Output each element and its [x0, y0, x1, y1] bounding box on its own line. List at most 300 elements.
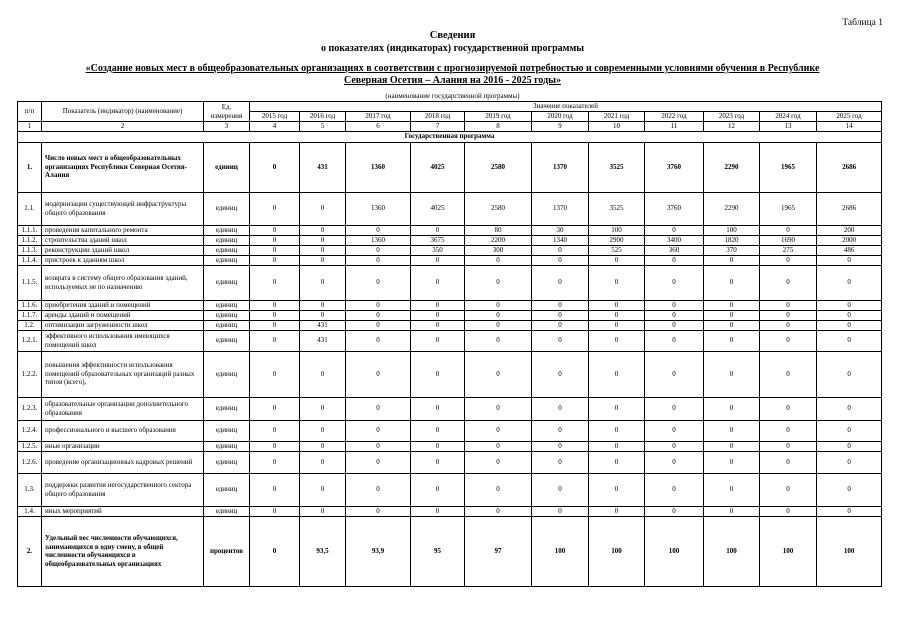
- value-cell: 0: [704, 441, 760, 451]
- value-cell: 0: [250, 225, 300, 235]
- value-cell: 0: [346, 320, 411, 330]
- value-cell: 1360: [346, 192, 411, 225]
- unit-cell: единиц: [204, 300, 250, 310]
- value-cell: 0: [346, 310, 411, 320]
- value-cell: 0: [346, 351, 411, 397]
- value-cell: 486: [817, 245, 882, 255]
- indicator-name: поддержки развития негосударственного сектора общего образования: [42, 473, 204, 506]
- indicator-name: приобретения зданий и помещений: [42, 300, 204, 310]
- value-cell: 0: [300, 245, 346, 255]
- row-number: 1.1.4.: [18, 255, 42, 265]
- value-cell: 0: [250, 420, 300, 441]
- value-cell: 2200: [465, 235, 532, 245]
- row-number: 1.3.: [18, 473, 42, 506]
- value-cell: 2686: [817, 192, 882, 225]
- value-cell: 0: [817, 420, 882, 441]
- unit-cell: единиц: [204, 320, 250, 330]
- indicators-table: [17, 101, 882, 587]
- indicator-name: модернизации существующей инфраструктуры общего образования: [42, 192, 204, 225]
- row-number: 1.2.3.: [18, 397, 42, 420]
- value-cell: 0: [346, 441, 411, 451]
- value-cell: 0: [250, 473, 300, 506]
- unit-cell: единиц: [204, 142, 250, 192]
- value-cell: 0: [411, 225, 465, 235]
- value-cell: 525: [589, 245, 645, 255]
- value-cell: 0: [532, 397, 589, 420]
- value-cell: 0: [300, 506, 346, 516]
- value-cell: 0: [760, 300, 817, 310]
- value-cell: 0: [704, 310, 760, 320]
- value-cell: 2290: [704, 142, 760, 192]
- value-cell: 0: [300, 441, 346, 451]
- value-cell: 0: [465, 351, 532, 397]
- value-cell: 0: [817, 451, 882, 473]
- value-cell: 0: [465, 420, 532, 441]
- value-cell: 0: [704, 473, 760, 506]
- value-cell: 0: [465, 441, 532, 451]
- indicator-name: иных мероприятий: [42, 506, 204, 516]
- row-number: 1.1.2.: [18, 235, 42, 245]
- value-cell: 0: [589, 310, 645, 320]
- value-cell: 0: [817, 310, 882, 320]
- value-cell: 0: [346, 265, 411, 300]
- value-cell: 1820: [704, 235, 760, 245]
- value-cell: 0: [532, 320, 589, 330]
- value-cell: 0: [645, 255, 704, 265]
- table-row: [18, 235, 882, 245]
- column-index: 6: [346, 122, 411, 132]
- value-cell: 0: [817, 320, 882, 330]
- unit-cell: единиц: [204, 265, 250, 300]
- unit-cell: единиц: [204, 397, 250, 420]
- column-index: 11: [645, 122, 704, 132]
- value-cell: 0: [645, 441, 704, 451]
- value-cell: 0: [817, 300, 882, 310]
- indicator-name: возврата в систему общего образования зданий, используемых не по назначению: [42, 265, 204, 300]
- value-cell: 0: [411, 351, 465, 397]
- table-row: [18, 397, 882, 420]
- value-cell: 0: [760, 397, 817, 420]
- column-index: 8: [465, 122, 532, 132]
- value-cell: 0: [346, 420, 411, 441]
- table-number-label: Таблица 1: [842, 18, 883, 28]
- column-index: 2: [42, 122, 204, 132]
- value-cell: 0: [817, 255, 882, 265]
- table-row: [18, 300, 882, 310]
- value-cell: 0: [300, 225, 346, 235]
- value-cell: 0: [346, 506, 411, 516]
- document-title: Сведения: [429, 30, 476, 41]
- value-cell: 0: [589, 300, 645, 310]
- value-cell: 0: [465, 265, 532, 300]
- value-cell: 93,9: [346, 516, 411, 586]
- unit-cell: единиц: [204, 420, 250, 441]
- value-cell: 0: [250, 245, 300, 255]
- value-cell: 431: [300, 320, 346, 330]
- value-cell: 0: [760, 420, 817, 441]
- value-cell: 0: [250, 320, 300, 330]
- column-index: 1: [18, 122, 42, 132]
- value-cell: 431: [300, 142, 346, 192]
- row-number: 1.2.4.: [18, 420, 42, 441]
- unit-cell: единиц: [204, 235, 250, 245]
- value-cell: 0: [300, 310, 346, 320]
- program-name: [20, 63, 885, 87]
- value-cell: 0: [645, 397, 704, 420]
- value-cell: 0: [346, 255, 411, 265]
- value-cell: 0: [817, 506, 882, 516]
- row-number: 1.2.5.: [18, 441, 42, 451]
- header-year: 2020 год: [532, 112, 589, 122]
- header-year: 2019 год: [465, 112, 532, 122]
- value-cell: 30: [532, 225, 589, 235]
- table-row: [18, 142, 882, 192]
- value-cell: 0: [346, 397, 411, 420]
- value-cell: 0: [704, 265, 760, 300]
- value-cell: 0: [645, 265, 704, 300]
- column-index: 12: [704, 122, 760, 132]
- value-cell: 0: [589, 506, 645, 516]
- row-number: 2.: [18, 516, 42, 586]
- table-row: [18, 265, 882, 300]
- value-cell: 0: [760, 330, 817, 351]
- indicator-name: Удельный вес численности обучающихся, занимающихся в одну смену, в общей численности обучающихся в общеобразовательных организациях: [42, 516, 204, 586]
- value-cell: 0: [817, 441, 882, 451]
- value-cell: 0: [532, 473, 589, 506]
- row-number: 1.1.5.: [18, 265, 42, 300]
- value-cell: 275: [760, 245, 817, 255]
- unit-cell: единиц: [204, 330, 250, 351]
- program-name-line1: «Создание новых мест в общеобразовательных организациях в соответствии с прогнозируемой потребностью и современными условиями обучения в Республике: [85, 63, 820, 74]
- value-cell: 0: [589, 351, 645, 397]
- value-cell: 0: [411, 397, 465, 420]
- value-cell: 3525: [589, 192, 645, 225]
- value-cell: 431: [300, 330, 346, 351]
- value-cell: 1965: [760, 192, 817, 225]
- value-cell: 80: [465, 225, 532, 235]
- indicator-name: повышения эффективности использования помещений образовательных организаций разных типов (всего),: [42, 351, 204, 397]
- unit-cell: единиц: [204, 255, 250, 265]
- row-number: 1.: [18, 142, 42, 192]
- value-cell: 0: [704, 397, 760, 420]
- value-cell: 0: [465, 330, 532, 351]
- column-index: 5: [300, 122, 346, 132]
- value-cell: 100: [589, 516, 645, 586]
- value-cell: 0: [589, 397, 645, 420]
- value-cell: 0: [250, 506, 300, 516]
- table-row: [18, 451, 882, 473]
- indicator-name: иные организации: [42, 441, 204, 451]
- value-cell: 0: [411, 330, 465, 351]
- value-cell: 0: [760, 473, 817, 506]
- column-index: 9: [532, 122, 589, 132]
- column-index: 4: [250, 122, 300, 132]
- value-cell: 0: [411, 420, 465, 441]
- value-cell: 0: [346, 245, 411, 255]
- value-cell: 0: [532, 300, 589, 310]
- indicator-name: образовательные организации дополнительного образования: [42, 397, 204, 420]
- value-cell: 0: [645, 451, 704, 473]
- header-year: 2024 год: [760, 112, 817, 122]
- value-cell: 0: [411, 451, 465, 473]
- value-cell: 0: [532, 441, 589, 451]
- value-cell: 0: [465, 397, 532, 420]
- value-cell: 0: [300, 351, 346, 397]
- program-name-note: (наименование государственной программы): [385, 92, 520, 100]
- row-number: 1.1.7.: [18, 310, 42, 320]
- value-cell: 0: [760, 441, 817, 451]
- value-cell: 0: [760, 320, 817, 330]
- indicator-name: профессионального и высшего образования: [42, 420, 204, 441]
- table-row: [18, 441, 882, 451]
- value-cell: 1370: [532, 142, 589, 192]
- value-cell: 1370: [532, 192, 589, 225]
- value-cell: 2580: [465, 192, 532, 225]
- value-cell: 0: [704, 351, 760, 397]
- value-cell: 0: [346, 225, 411, 235]
- row-number: 1.1.: [18, 192, 42, 225]
- value-cell: 0: [589, 473, 645, 506]
- value-cell: 0: [704, 255, 760, 265]
- value-cell: 93,5: [300, 516, 346, 586]
- column-index: 13: [760, 122, 817, 132]
- value-cell: 0: [250, 235, 300, 245]
- unit-cell: единиц: [204, 473, 250, 506]
- value-cell: 0: [532, 451, 589, 473]
- row-number: 1.1.3.: [18, 245, 42, 255]
- header-unit: Ед. измерения: [204, 102, 250, 122]
- unit-cell: единиц: [204, 245, 250, 255]
- value-cell: 350: [411, 245, 465, 255]
- value-cell: 0: [645, 300, 704, 310]
- value-cell: 0: [411, 300, 465, 310]
- value-cell: 0: [532, 506, 589, 516]
- value-cell: 4025: [411, 142, 465, 192]
- value-cell: 0: [300, 255, 346, 265]
- indicator-name: проведения капитального ремонта: [42, 225, 204, 235]
- value-cell: 100: [760, 516, 817, 586]
- header-indicator: Показатель (индикатор) (наименование): [42, 102, 204, 122]
- value-cell: 2000: [817, 235, 882, 245]
- row-number: 1.2.: [18, 320, 42, 330]
- unit-cell: процентов: [204, 516, 250, 586]
- value-cell: 0: [411, 265, 465, 300]
- value-cell: 0: [760, 265, 817, 300]
- indicator-name: аренды зданий и помещений: [42, 310, 204, 320]
- value-cell: 0: [760, 310, 817, 320]
- value-cell: 0: [250, 300, 300, 310]
- value-cell: 0: [589, 320, 645, 330]
- value-cell: 0: [817, 397, 882, 420]
- indicator-name: проведение организационных кадровых решений: [42, 451, 204, 473]
- value-cell: 0: [465, 451, 532, 473]
- value-cell: 0: [532, 245, 589, 255]
- value-cell: 0: [250, 441, 300, 451]
- indicator-name: пристроек к зданиям школ: [42, 255, 204, 265]
- value-cell: 0: [532, 310, 589, 320]
- value-cell: 0: [300, 235, 346, 245]
- value-cell: 0: [817, 265, 882, 300]
- unit-cell: единиц: [204, 192, 250, 225]
- document-subtitle: о показателях (индикаторах) государственной программы: [320, 43, 585, 54]
- value-cell: 370: [704, 245, 760, 255]
- value-cell: 0: [465, 506, 532, 516]
- value-cell: 95: [411, 516, 465, 586]
- value-cell: 0: [704, 300, 760, 310]
- section-title: Государственная программа: [18, 131, 882, 142]
- value-cell: 0: [411, 255, 465, 265]
- table-row: [18, 330, 882, 351]
- row-number: 1.1.1.: [18, 225, 42, 235]
- value-cell: 0: [250, 330, 300, 351]
- value-cell: 2580: [465, 142, 532, 192]
- value-cell: 0: [465, 320, 532, 330]
- header-year: 2017 год: [346, 112, 411, 122]
- value-cell: 0: [300, 192, 346, 225]
- table-row: [18, 192, 882, 225]
- value-cell: 100: [645, 516, 704, 586]
- value-cell: 0: [589, 255, 645, 265]
- value-cell: 1360: [346, 235, 411, 245]
- value-cell: 1360: [346, 142, 411, 192]
- value-cell: 0: [645, 506, 704, 516]
- value-cell: 4025: [411, 192, 465, 225]
- value-cell: 3400: [645, 235, 704, 245]
- value-cell: 0: [704, 506, 760, 516]
- column-index: 10: [589, 122, 645, 132]
- indicator-name: оптимизации загруженности школ: [42, 320, 204, 330]
- value-cell: 0: [411, 310, 465, 320]
- value-cell: 0: [532, 265, 589, 300]
- value-cell: 0: [346, 473, 411, 506]
- header-year: 2022 год: [645, 112, 704, 122]
- value-cell: 0: [760, 506, 817, 516]
- value-cell: 3760: [645, 142, 704, 192]
- value-cell: 0: [589, 451, 645, 473]
- indicator-name: Число новых мест в общеобразовательных организациях Республики Северная Осетия-Алания: [42, 142, 204, 192]
- value-cell: 0: [704, 451, 760, 473]
- row-number: 1.4.: [18, 506, 42, 516]
- table-row: [18, 245, 882, 255]
- value-cell: 0: [704, 420, 760, 441]
- value-cell: 0: [250, 397, 300, 420]
- value-cell: 0: [465, 255, 532, 265]
- value-cell: 0: [465, 473, 532, 506]
- row-number: 1.2.1.: [18, 330, 42, 351]
- value-cell: 100: [704, 516, 760, 586]
- value-cell: 0: [250, 516, 300, 586]
- value-cell: 0: [645, 225, 704, 235]
- value-cell: 0: [645, 420, 704, 441]
- value-cell: 0: [346, 451, 411, 473]
- value-cell: 0: [300, 451, 346, 473]
- value-cell: 1690: [760, 235, 817, 245]
- column-index: 3: [204, 122, 250, 132]
- value-cell: 0: [817, 351, 882, 397]
- unit-cell: единиц: [204, 310, 250, 320]
- value-cell: 0: [645, 351, 704, 397]
- value-cell: 0: [645, 310, 704, 320]
- value-cell: 100: [532, 516, 589, 586]
- table-row: [18, 320, 882, 330]
- value-cell: 0: [760, 225, 817, 235]
- table-row: [18, 310, 882, 320]
- table-row: [18, 516, 882, 586]
- value-cell: 0: [645, 473, 704, 506]
- value-cell: 0: [300, 420, 346, 441]
- value-cell: 100: [704, 225, 760, 235]
- value-cell: 0: [589, 441, 645, 451]
- value-cell: 0: [411, 320, 465, 330]
- value-cell: 360: [645, 245, 704, 255]
- value-cell: 1340: [532, 235, 589, 245]
- value-cell: 0: [760, 255, 817, 265]
- header-year: 2015 год: [250, 112, 300, 122]
- unit-cell: единиц: [204, 225, 250, 235]
- value-cell: 100: [589, 225, 645, 235]
- unit-cell: единиц: [204, 451, 250, 473]
- value-cell: 0: [250, 351, 300, 397]
- unit-cell: единиц: [204, 441, 250, 451]
- column-index: 7: [411, 122, 465, 132]
- header-year: 2025 год: [817, 112, 882, 122]
- value-cell: 100: [817, 516, 882, 586]
- value-cell: 2290: [704, 192, 760, 225]
- value-cell: 0: [250, 255, 300, 265]
- row-number: 1.2.2.: [18, 351, 42, 397]
- table-row: [18, 351, 882, 397]
- unit-cell: единиц: [204, 506, 250, 516]
- value-cell: 3525: [589, 142, 645, 192]
- value-cell: 0: [532, 351, 589, 397]
- value-cell: 3760: [645, 192, 704, 225]
- value-cell: 0: [589, 265, 645, 300]
- value-cell: 0: [250, 310, 300, 320]
- header-year: 2016 год: [300, 112, 346, 122]
- header-num: п/п: [18, 102, 42, 122]
- value-cell: 0: [817, 473, 882, 506]
- value-cell: 0: [532, 255, 589, 265]
- value-cell: 0: [250, 265, 300, 300]
- row-number: 1.1.6.: [18, 300, 42, 310]
- value-cell: 300: [465, 245, 532, 255]
- table-row: [18, 255, 882, 265]
- value-cell: 0: [645, 330, 704, 351]
- value-cell: 0: [465, 310, 532, 320]
- value-cell: 0: [465, 300, 532, 310]
- value-cell: 200: [817, 225, 882, 235]
- value-cell: 0: [300, 397, 346, 420]
- value-cell: 0: [589, 330, 645, 351]
- value-cell: 0: [250, 451, 300, 473]
- value-cell: 0: [760, 451, 817, 473]
- header-year: 2021 год: [589, 112, 645, 122]
- value-cell: 0: [532, 330, 589, 351]
- value-cell: 0: [532, 420, 589, 441]
- value-cell: 3675: [411, 235, 465, 245]
- value-cell: 0: [250, 142, 300, 192]
- value-cell: 0: [760, 351, 817, 397]
- table-row: [18, 225, 882, 235]
- header-values: Значение показателей: [250, 102, 882, 112]
- unit-cell: единиц: [204, 351, 250, 397]
- row-number: 1.2.6.: [18, 451, 42, 473]
- value-cell: 0: [411, 506, 465, 516]
- value-cell: 2686: [817, 142, 882, 192]
- table-row: [18, 506, 882, 516]
- value-cell: 0: [704, 330, 760, 351]
- table-row: [18, 420, 882, 441]
